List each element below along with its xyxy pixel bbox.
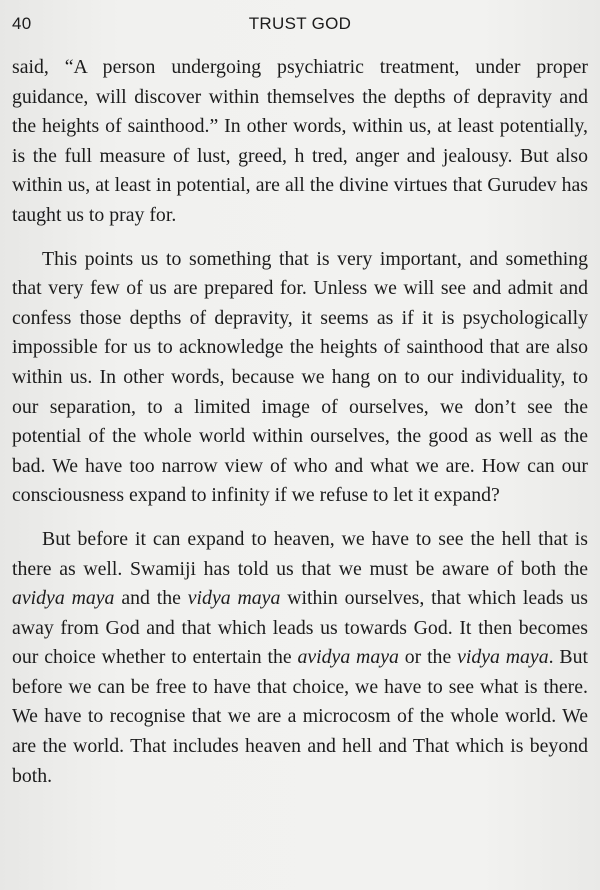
italic-term: vidya maya <box>187 587 281 610</box>
text-run: said, “A person undergoing psychiatric treatment, under proper guidance, will discover within themselves the depths of depravity and the heights of sainthood.” In other words, within us, at least potentially, is the full measure of lust, greed, h tred, anger and jealousy. But also within us, at least in potential, are all the divine virtues that Gurudev has taught us to pray for. <box>12 56 588 226</box>
text-run: . But before we can be free to have that choice, we have to see what is there. We have to recognise that we are a microcosm of the whole world. We are the world. That includes heaven and hell and That which is beyond both. <box>12 646 588 787</box>
text-run: But before it can expand to heaven, we have to see the hell that is there as well. Swamiji has told us that we must be aware of both the <box>12 527 588 580</box>
text-run: and the <box>114 587 188 610</box>
text-run: within ourselves, that which leads us away from God and that which leads us towards God. It then becomes our choice whether to entertain the <box>12 587 588 669</box>
running-title: TRUST GOD <box>248 14 352 33</box>
paragraph-3 <box>12 525 588 791</box>
italic-term: avidya maya <box>12 587 115 610</box>
text-run: or the <box>398 646 458 669</box>
page-header <box>12 10 588 38</box>
italic-term: vidya maya <box>457 646 549 669</box>
italic-term: avidya maya <box>297 646 399 669</box>
paragraph-1 <box>12 53 588 231</box>
body-text <box>12 53 588 791</box>
text-run: This points us to something that is very important, and something that very few of us are prepared for. Unless we will see and admit and confess those depths of depravity, it seems as if it is psychologically impossible for us to acknowledge the heights of sainthood that are also within us. In other words, because we hang on to our individuality, to our separation, to a limited image of ourselves, we don’t see the potential of the whole world within ourselves, the good as well as the bad. We have too narrow view of who and what we are. How can our consciousness expand to infinity if we refuse to let it expand? <box>12 247 588 507</box>
page-number: 40 <box>12 14 32 33</box>
paragraph-2 <box>12 245 588 511</box>
